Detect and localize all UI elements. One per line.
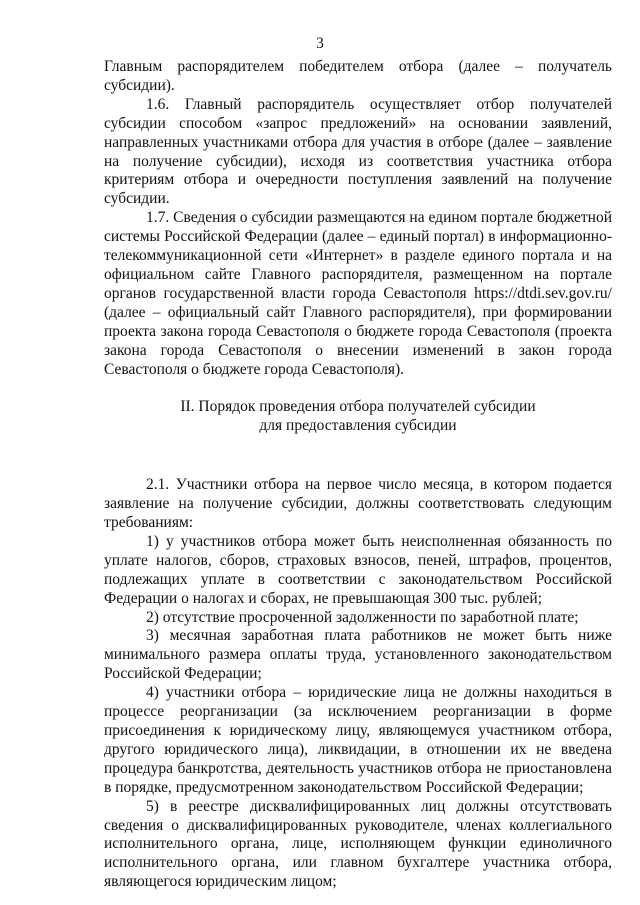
list-item-5: 5) в реестре дисквалифицированных лиц должны отсутствовать сведения о дисквалифицированных руководителе, членах коллегиального исполнительного органа, лице, исполняющем функции единоличного исполнительного органа, или главном бухгалтере участника отбора, являющегося юридическим лицом; xyxy=(104,797,612,891)
list-item-4: 4) участники отбора – юридические лица не должны находиться в процессе реорганизации (за исключением реорганизации в форме присоединения к юридическому лицу, являющемуся участником отбора, другого юридического лица), ликвидации, в отношении их не введена процедура банкротства, деятельность участников отбора не приостановлена в порядке, предусмотренном законодательством Российской Федерации; xyxy=(104,684,612,796)
list-item-1: 1) у участников отбора может быть неисполненная обязанность по уплате налогов, сборов, страховых взносов, пеней, штрафов, процентов, подлежащих уплате в соответствии с законодательством Российской Федерации о налогах и сборах, не превышающая 300 тыс. рублей; xyxy=(104,532,612,607)
list-item-2: 2) отсутствие просроченной задолженности по заработной плате; xyxy=(146,608,579,626)
list-item-3: 3) месячная заработная плата работников не может быть ниже минимального размера оплаты труда, установленного законодательством Российской Федерации; xyxy=(104,627,612,683)
paragraph-1-7: 1.7. Сведения о субсидии размещаются на едином портале бюджетной системы Российской Федерации (далее – единый портал) в информационно-телекоммуникационной сети «Интернет» в разделе единого портала и на официальном сайте Главного распорядителя, размещенном на портале органов государственной власти города Севастополя https://dtdi.sev.gov.ru/ (далее – официальный сайт Главного распорядителя), при формировании проекта закона города Севастополя о бюджете города Севастополя (проекта закона города Севастополя о внесении изменений в закон города Севастополя о бюджете города Севастополя). xyxy=(104,209,612,378)
document-body xyxy=(104,58,612,892)
section-2-body xyxy=(104,476,612,892)
paragraph-2-1: 2.1. Участники отбора на первое число месяца, в котором подается заявление на получение субсидии, должны соответствовать следующим требованиям: xyxy=(104,476,612,532)
section-heading-line-1: II. Порядок проведения отбора получателей субсидии xyxy=(180,398,536,416)
paragraph-1-6: 1.6. Главный распорядитель осуществляет отбор получателей субсидии способом «запрос предложений» на основании заявлений, направленных участниками отбора для участия в отборе (далее – заявление на получение субсидии), исходя из соответствия участника отбора критериям отбора и очередности поступления заявлений на получение субсидии. xyxy=(104,95,612,208)
section-heading xyxy=(104,398,612,436)
page-number: 3 xyxy=(316,35,324,52)
section-heading-line-2: для предоставления субсидии xyxy=(259,417,457,435)
paragraph-continuation: Главным распорядителем победителем отбора (далее – получатель субсидии). xyxy=(104,58,612,94)
